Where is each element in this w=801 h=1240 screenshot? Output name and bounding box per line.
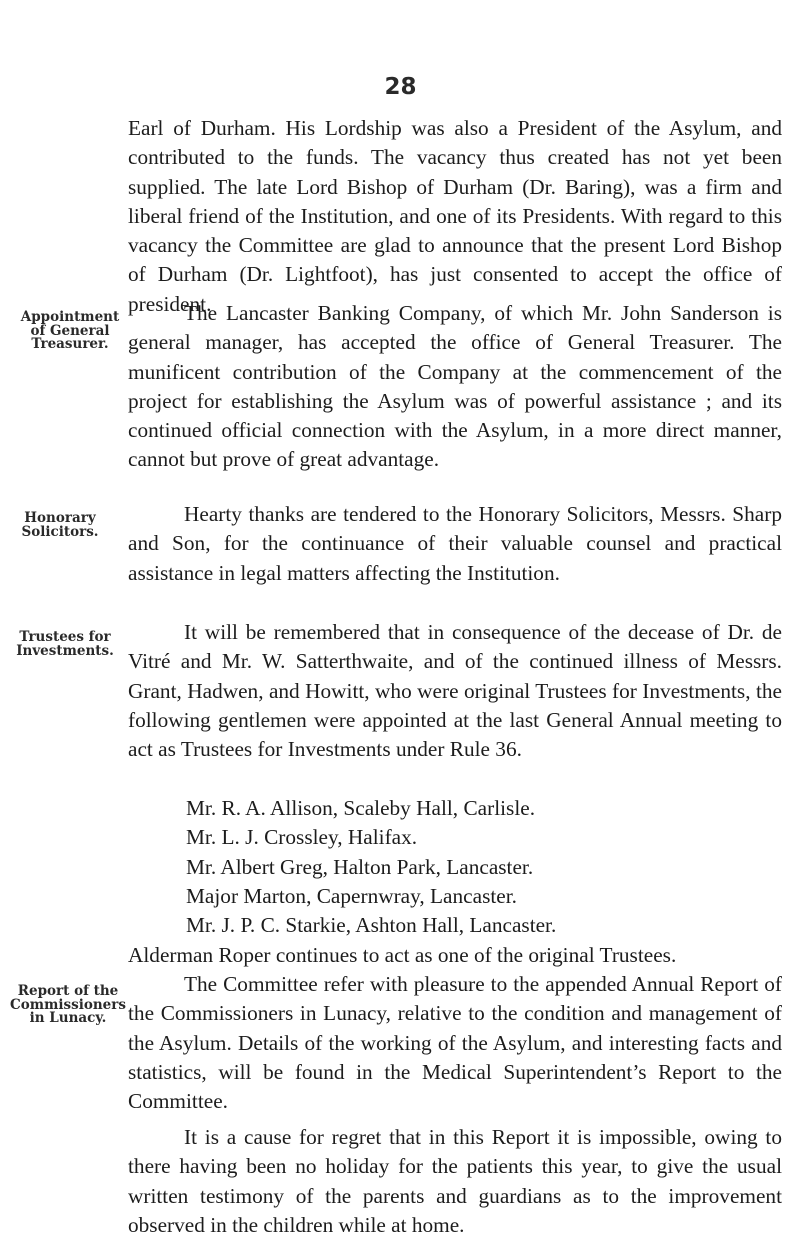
paragraph-4-text: It will be remembered that in consequence of the decease of Dr. de Vitré and Mr. W. Satterthwaite, and of the continued illness of Messrs. Grant, Hadwen, and Howitt, who were original Trustees for Investments, the following gentlemen were appointed at the last General Annual meeting to act as Trustees for Investments under Rule 36.	[128, 620, 782, 762]
margin-note-solicitors: Honorary Solicitors.	[21, 510, 99, 540]
paragraph-6-text: The Committee refer with pleasure to the appended Annual Report of the Commissioners in Lunacy, relative to the condition and management of the Asylum. Details of the working of the Asylum, and interesting facts and statistics, will be found in the Medical Superintendent’s Report to the Committee.	[128, 972, 782, 1114]
paragraph-3-text: Hearty thanks are tendered to the Honorary Solicitors, Messrs. Sharp and Son, for the continuance of their valuable counsel and practical assistance in legal matters affecting the Institution.	[128, 502, 782, 585]
trustee-item: Mr. J. P. C. Starkie, Ashton Hall, Lancaster.	[186, 913, 557, 938]
trustee-item: Major Marton, Capernwray, Lancaster.	[186, 883, 517, 908]
paragraph-1-text: Earl of Durham. His Lordship was also a President of the Asylum, and contributed to the funds. The vacancy thus created has not yet been supplied. The late Lord Bishop of Durham (Dr. Baring), was a firm and liberal friend of the Institution, and one of its Presidents. With regard to this vacancy the Committee are glad to announce that the present Lord Bishop of Durham (Dr. Lightfoot), has just consented to accept the office of president.	[128, 116, 782, 316]
page-number: 28	[384, 74, 417, 100]
paragraph-6	[128, 970, 782, 1116]
margin-note-treasurer: Appointment of General Treasurer.	[20, 309, 120, 352]
paragraph-7	[128, 1123, 782, 1240]
paragraph-4	[128, 618, 782, 764]
trustee-item: Mr. R. A. Allison, Scaleby Hall, Carlisle.	[186, 796, 536, 820]
paragraph-3	[128, 500, 782, 588]
paragraph-2-text: The Lancaster Banking Company, of which Mr. John Sanderson is general manager, has accepted the office of General Treasurer. The munificent contribution of the Company at the commencement of the project for establishing the Asylum was of powerful assistance ; and its continued official connection with the Asylum, in a more direct manner, cannot but prove of great advantage.	[128, 301, 782, 472]
paragraph-2	[128, 299, 782, 475]
margin-note-trustees: Trustees for Investments.	[16, 629, 114, 659]
margin-note-lunacy: Report of the Commissioners in Lunacy.	[10, 983, 126, 1026]
paragraph-1	[128, 114, 782, 319]
trustee-list	[186, 794, 786, 940]
paragraph-7-text: It is a cause for regret that in this Report it is impossible, owing to there having been no holiday for the patients this year, to give the usual written testimony of the parents and guardians as to the improvement observed in the children while at home.	[128, 1125, 782, 1237]
paragraph-5: Alderman Roper continues to act as one of the original Trustees.	[128, 943, 677, 967]
trustee-item: Mr. Albert Greg, Halton Park, Lancaster.	[186, 854, 534, 879]
trustee-item: Mr. L. J. Crossley, Halifax.	[186, 825, 418, 850]
